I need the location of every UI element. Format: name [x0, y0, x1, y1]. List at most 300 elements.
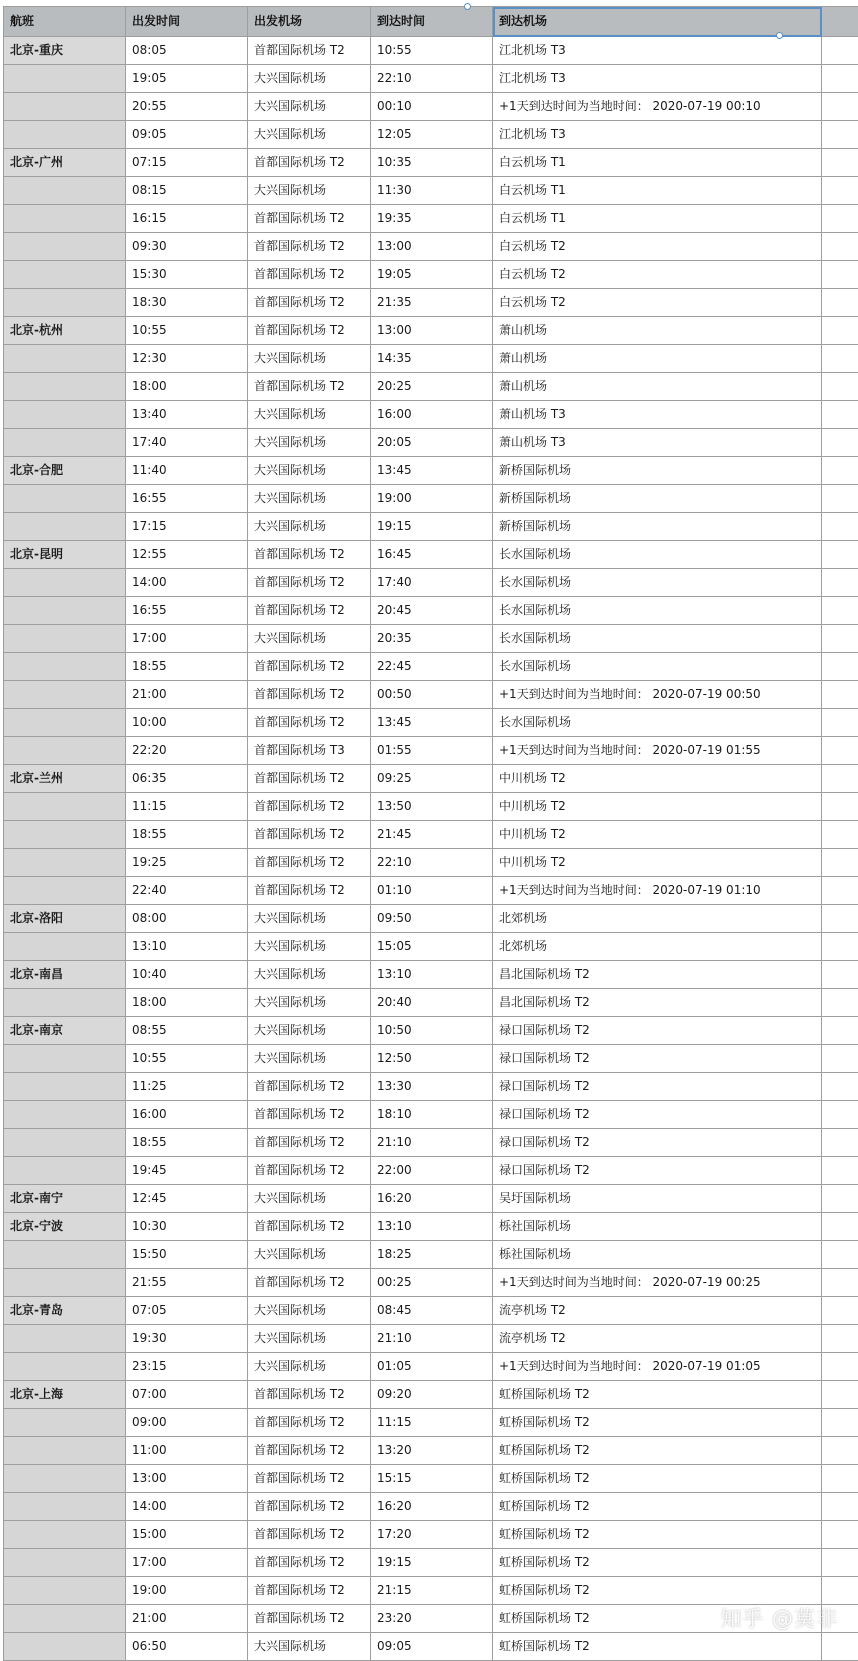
departure-time-cell[interactable]: 06:35 — [126, 765, 248, 793]
arrival-airport-cell[interactable]: 新桥国际机场 — [493, 457, 822, 485]
arrival-time-cell[interactable]: 19:05 — [371, 261, 493, 289]
departure-airport-cell[interactable]: 首都国际机场 T2 — [248, 1465, 371, 1493]
arrival-time-cell[interactable]: 15:15 — [371, 1465, 493, 1493]
route-cell[interactable] — [4, 1633, 126, 1661]
departure-airport-cell[interactable]: 首都国际机场 T2 — [248, 1073, 371, 1101]
arrival-time-cell[interactable]: 17:20 — [371, 1521, 493, 1549]
extra-cell[interactable] — [822, 233, 858, 261]
extra-cell[interactable] — [822, 541, 858, 569]
departure-time-cell[interactable]: 10:40 — [126, 961, 248, 989]
departure-airport-cell[interactable]: 首都国际机场 T2 — [248, 289, 371, 317]
arrival-time-cell[interactable]: 10:55 — [371, 37, 493, 65]
route-cell[interactable] — [4, 1493, 126, 1521]
arrival-airport-cell[interactable]: 北郊机场 — [493, 933, 822, 961]
extra-cell[interactable] — [822, 989, 858, 1017]
departure-airport-cell[interactable]: 大兴国际机场 — [248, 121, 371, 149]
extra-cell[interactable] — [822, 821, 858, 849]
departure-time-cell[interactable]: 08:05 — [126, 37, 248, 65]
extra-cell[interactable] — [822, 681, 858, 709]
departure-airport-cell[interactable]: 大兴国际机场 — [248, 1353, 371, 1381]
route-cell[interactable] — [4, 429, 126, 457]
extra-cell[interactable] — [822, 1185, 858, 1213]
arrival-time-cell[interactable]: 19:15 — [371, 513, 493, 541]
departure-time-cell[interactable]: 11:00 — [126, 1437, 248, 1465]
extra-cell[interactable] — [822, 1633, 858, 1661]
route-cell[interactable] — [4, 877, 126, 905]
arrival-time-cell[interactable]: 19:00 — [371, 485, 493, 513]
arrival-airport-cell[interactable]: +1天到达时间为当地时间： 2020-07-19 01:05 — [493, 1353, 822, 1381]
departure-time-cell[interactable]: 18:00 — [126, 373, 248, 401]
arrival-airport-cell[interactable]: 流亭机场 T2 — [493, 1297, 822, 1325]
extra-cell[interactable] — [822, 1577, 858, 1605]
route-cell[interactable] — [4, 1605, 126, 1633]
departure-airport-cell[interactable]: 大兴国际机场 — [248, 625, 371, 653]
extra-cell[interactable] — [822, 149, 858, 177]
extra-cell[interactable] — [822, 177, 858, 205]
arrival-time-cell[interactable]: 20:40 — [371, 989, 493, 1017]
departure-airport-cell[interactable]: 首都国际机场 T2 — [248, 681, 371, 709]
departure-airport-cell[interactable]: 大兴国际机场 — [248, 485, 371, 513]
header-cell-route[interactable]: 航班 — [4, 7, 126, 37]
departure-time-cell[interactable]: 16:00 — [126, 1101, 248, 1129]
arrival-airport-cell[interactable]: 禄口国际机场 T2 — [493, 1157, 822, 1185]
route-cell[interactable]: 北京-重庆 — [4, 37, 126, 65]
departure-time-cell[interactable]: 21:00 — [126, 1605, 248, 1633]
arrival-time-cell[interactable]: 08:45 — [371, 1297, 493, 1325]
departure-time-cell[interactable]: 10:55 — [126, 317, 248, 345]
extra-cell[interactable] — [822, 1101, 858, 1129]
arrival-time-cell[interactable]: 16:20 — [371, 1493, 493, 1521]
extra-cell[interactable] — [822, 1017, 858, 1045]
selection-handle-bottom-right[interactable] — [776, 32, 783, 39]
departure-time-cell[interactable]: 12:55 — [126, 541, 248, 569]
departure-airport-cell[interactable]: 首都国际机场 T2 — [248, 877, 371, 905]
arrival-time-cell[interactable]: 13:00 — [371, 233, 493, 261]
extra-cell[interactable] — [822, 65, 858, 93]
extra-cell[interactable] — [822, 1213, 858, 1241]
extra-cell[interactable] — [822, 1045, 858, 1073]
route-cell[interactable] — [4, 933, 126, 961]
route-cell[interactable]: 北京-合肥 — [4, 457, 126, 485]
departure-time-cell[interactable]: 07:00 — [126, 1381, 248, 1409]
departure-airport-cell[interactable]: 大兴国际机场 — [248, 1241, 371, 1269]
route-cell[interactable] — [4, 1045, 126, 1073]
departure-time-cell[interactable]: 18:55 — [126, 821, 248, 849]
departure-airport-cell[interactable]: 大兴国际机场 — [248, 429, 371, 457]
route-cell[interactable] — [4, 821, 126, 849]
departure-airport-cell[interactable]: 首都国际机场 T2 — [248, 1493, 371, 1521]
extra-cell[interactable] — [822, 317, 858, 345]
departure-time-cell[interactable]: 18:00 — [126, 989, 248, 1017]
departure-airport-cell[interactable]: 首都国际机场 T2 — [248, 1101, 371, 1129]
departure-airport-cell[interactable]: 大兴国际机场 — [248, 1325, 371, 1353]
arrival-time-cell[interactable]: 21:10 — [371, 1325, 493, 1353]
arrival-airport-cell[interactable]: 长水国际机场 — [493, 709, 822, 737]
extra-cell[interactable] — [822, 1549, 858, 1577]
arrival-time-cell[interactable]: 18:10 — [371, 1101, 493, 1129]
departure-airport-cell[interactable]: 首都国际机场 T2 — [248, 1577, 371, 1605]
departure-time-cell[interactable]: 19:25 — [126, 849, 248, 877]
departure-time-cell[interactable]: 12:45 — [126, 1185, 248, 1213]
extra-cell[interactable] — [822, 373, 858, 401]
arrival-airport-cell[interactable]: 江北机场 T3 — [493, 65, 822, 93]
arrival-time-cell[interactable]: 20:35 — [371, 625, 493, 653]
extra-cell[interactable] — [822, 1437, 858, 1465]
departure-airport-cell[interactable]: 首都国际机场 T2 — [248, 205, 371, 233]
departure-time-cell[interactable]: 10:00 — [126, 709, 248, 737]
extra-cell[interactable] — [822, 793, 858, 821]
route-cell[interactable] — [4, 1325, 126, 1353]
departure-time-cell[interactable]: 07:15 — [126, 149, 248, 177]
extra-cell[interactable] — [822, 1493, 858, 1521]
arrival-airport-cell[interactable]: 萧山机场 T3 — [493, 429, 822, 457]
departure-airport-cell[interactable]: 大兴国际机场 — [248, 989, 371, 1017]
departure-airport-cell[interactable]: 大兴国际机场 — [248, 905, 371, 933]
departure-time-cell[interactable]: 16:55 — [126, 597, 248, 625]
arrival-airport-cell[interactable]: +1天到达时间为当地时间： 2020-07-19 01:55 — [493, 737, 822, 765]
arrival-airport-cell[interactable]: 长水国际机场 — [493, 597, 822, 625]
departure-airport-cell[interactable]: 首都国际机场 T2 — [248, 821, 371, 849]
departure-airport-cell[interactable]: 首都国际机场 T2 — [248, 569, 371, 597]
route-cell[interactable] — [4, 513, 126, 541]
arrival-time-cell[interactable]: 12:50 — [371, 1045, 493, 1073]
arrival-time-cell[interactable]: 15:05 — [371, 933, 493, 961]
arrival-airport-cell[interactable]: 白云机场 T1 — [493, 149, 822, 177]
arrival-airport-cell[interactable]: +1天到达时间为当地时间： 2020-07-19 00:50 — [493, 681, 822, 709]
route-cell[interactable]: 北京-上海 — [4, 1381, 126, 1409]
arrival-time-cell[interactable]: 01:10 — [371, 877, 493, 905]
extra-cell[interactable] — [822, 653, 858, 681]
header-cell-extra[interactable] — [822, 7, 858, 37]
arrival-airport-cell[interactable]: 虹桥国际机场 T2 — [493, 1437, 822, 1465]
departure-airport-cell[interactable]: 首都国际机场 T2 — [248, 765, 371, 793]
arrival-airport-cell[interactable]: 虹桥国际机场 T2 — [493, 1549, 822, 1577]
departure-time-cell[interactable]: 22:40 — [126, 877, 248, 905]
route-cell[interactable] — [4, 1101, 126, 1129]
departure-airport-cell[interactable]: 首都国际机场 T2 — [248, 1381, 371, 1409]
route-cell[interactable] — [4, 373, 126, 401]
departure-airport-cell[interactable]: 大兴国际机场 — [248, 1633, 371, 1661]
extra-cell[interactable] — [822, 1381, 858, 1409]
arrival-time-cell[interactable]: 19:15 — [371, 1549, 493, 1577]
extra-cell[interactable] — [822, 457, 858, 485]
arrival-airport-cell[interactable]: 北郊机场 — [493, 905, 822, 933]
arrival-time-cell[interactable]: 09:20 — [371, 1381, 493, 1409]
route-cell[interactable] — [4, 1353, 126, 1381]
departure-airport-cell[interactable]: 首都国际机场 T2 — [248, 541, 371, 569]
departure-airport-cell[interactable]: 首都国际机场 T2 — [248, 317, 371, 345]
departure-time-cell[interactable]: 23:15 — [126, 1353, 248, 1381]
route-cell[interactable] — [4, 1549, 126, 1577]
extra-cell[interactable] — [822, 345, 858, 373]
extra-cell[interactable] — [822, 905, 858, 933]
departure-airport-cell[interactable]: 首都国际机场 T2 — [248, 1213, 371, 1241]
departure-airport-cell[interactable]: 首都国际机场 T2 — [248, 1549, 371, 1577]
arrival-airport-cell[interactable]: 中川机场 T2 — [493, 765, 822, 793]
arrival-airport-cell[interactable]: 江北机场 T3 — [493, 37, 822, 65]
departure-airport-cell[interactable]: 大兴国际机场 — [248, 1297, 371, 1325]
route-cell[interactable] — [4, 625, 126, 653]
route-cell[interactable]: 北京-兰州 — [4, 765, 126, 793]
route-cell[interactable] — [4, 1437, 126, 1465]
arrival-airport-cell[interactable]: 虹桥国际机场 T2 — [493, 1521, 822, 1549]
departure-time-cell[interactable]: 19:00 — [126, 1577, 248, 1605]
departure-airport-cell[interactable]: 首都国际机场 T2 — [248, 1521, 371, 1549]
departure-airport-cell[interactable]: 大兴国际机场 — [248, 933, 371, 961]
arrival-airport-cell[interactable]: 长水国际机场 — [493, 653, 822, 681]
route-cell[interactable] — [4, 1409, 126, 1437]
arrival-airport-cell[interactable]: 中川机场 T2 — [493, 793, 822, 821]
extra-cell[interactable] — [822, 1465, 858, 1493]
arrival-time-cell[interactable]: 21:35 — [371, 289, 493, 317]
departure-airport-cell[interactable]: 首都国际机场 T2 — [248, 1269, 371, 1297]
departure-time-cell[interactable]: 17:00 — [126, 625, 248, 653]
arrival-airport-cell[interactable]: 吴圩国际机场 — [493, 1185, 822, 1213]
departure-time-cell[interactable]: 13:40 — [126, 401, 248, 429]
departure-time-cell[interactable]: 09:05 — [126, 121, 248, 149]
arrival-time-cell[interactable]: 01:55 — [371, 737, 493, 765]
route-cell[interactable] — [4, 177, 126, 205]
arrival-time-cell[interactable]: 12:05 — [371, 121, 493, 149]
route-cell[interactable]: 北京-南宁 — [4, 1185, 126, 1213]
extra-cell[interactable] — [822, 93, 858, 121]
arrival-time-cell[interactable]: 21:10 — [371, 1129, 493, 1157]
route-cell[interactable]: 北京-南京 — [4, 1017, 126, 1045]
departure-airport-cell[interactable]: 大兴国际机场 — [248, 345, 371, 373]
extra-cell[interactable] — [822, 205, 858, 233]
departure-airport-cell[interactable]: 首都国际机场 T2 — [248, 793, 371, 821]
arrival-time-cell[interactable]: 16:20 — [371, 1185, 493, 1213]
arrival-airport-cell[interactable]: 白云机场 T1 — [493, 205, 822, 233]
arrival-airport-cell[interactable]: 栎社国际机场 — [493, 1241, 822, 1269]
route-cell[interactable] — [4, 1577, 126, 1605]
departure-airport-cell[interactable]: 首都国际机场 T2 — [248, 1409, 371, 1437]
extra-cell[interactable] — [822, 569, 858, 597]
arrival-time-cell[interactable]: 13:45 — [371, 457, 493, 485]
departure-time-cell[interactable]: 15:50 — [126, 1241, 248, 1269]
departure-time-cell[interactable]: 13:00 — [126, 1465, 248, 1493]
departure-time-cell[interactable]: 22:20 — [126, 737, 248, 765]
route-cell[interactable] — [4, 401, 126, 429]
departure-airport-cell[interactable]: 大兴国际机场 — [248, 513, 371, 541]
arrival-airport-cell[interactable]: 新桥国际机场 — [493, 513, 822, 541]
route-cell[interactable] — [4, 121, 126, 149]
arrival-airport-cell[interactable]: +1天到达时间为当地时间： 2020-07-19 00:25 — [493, 1269, 822, 1297]
arrival-airport-cell[interactable]: 虹桥国际机场 T2 — [493, 1605, 822, 1633]
route-cell[interactable] — [4, 1241, 126, 1269]
arrival-airport-cell[interactable]: 萧山机场 T3 — [493, 401, 822, 429]
extra-cell[interactable] — [822, 429, 858, 457]
arrival-airport-cell[interactable]: +1天到达时间为当地时间： 2020-07-19 00:10 — [493, 93, 822, 121]
departure-airport-cell[interactable]: 首都国际机场 T2 — [248, 709, 371, 737]
arrival-airport-cell[interactable]: 昌北国际机场 T2 — [493, 989, 822, 1017]
departure-airport-cell[interactable]: 大兴国际机场 — [248, 177, 371, 205]
arrival-time-cell[interactable]: 13:45 — [371, 709, 493, 737]
route-cell[interactable] — [4, 709, 126, 737]
departure-airport-cell[interactable]: 首都国际机场 T2 — [248, 849, 371, 877]
arrival-airport-cell[interactable]: 栎社国际机场 — [493, 1213, 822, 1241]
extra-cell[interactable] — [822, 513, 858, 541]
departure-time-cell[interactable]: 11:25 — [126, 1073, 248, 1101]
extra-cell[interactable] — [822, 1297, 858, 1325]
departure-airport-cell[interactable]: 首都国际机场 T2 — [248, 1129, 371, 1157]
arrival-time-cell[interactable]: 22:10 — [371, 849, 493, 877]
departure-airport-cell[interactable]: 首都国际机场 T2 — [248, 37, 371, 65]
arrival-time-cell[interactable]: 09:50 — [371, 905, 493, 933]
route-cell[interactable] — [4, 1157, 126, 1185]
departure-time-cell[interactable]: 10:55 — [126, 1045, 248, 1073]
departure-airport-cell[interactable]: 大兴国际机场 — [248, 961, 371, 989]
arrival-time-cell[interactable]: 21:15 — [371, 1577, 493, 1605]
departure-time-cell[interactable]: 14:00 — [126, 1493, 248, 1521]
arrival-airport-cell[interactable]: 中川机场 T2 — [493, 849, 822, 877]
arrival-airport-cell[interactable]: 萧山机场 — [493, 345, 822, 373]
route-cell[interactable] — [4, 345, 126, 373]
arrival-airport-cell[interactable]: 白云机场 T2 — [493, 289, 822, 317]
departure-airport-cell[interactable]: 大兴国际机场 — [248, 1185, 371, 1213]
arrival-time-cell[interactable]: 00:10 — [371, 93, 493, 121]
departure-time-cell[interactable]: 06:50 — [126, 1633, 248, 1661]
departure-time-cell[interactable]: 19:45 — [126, 1157, 248, 1185]
extra-cell[interactable] — [822, 1129, 858, 1157]
arrival-airport-cell[interactable]: 萧山机场 — [493, 317, 822, 345]
extra-cell[interactable] — [822, 1325, 858, 1353]
departure-time-cell[interactable]: 21:00 — [126, 681, 248, 709]
departure-airport-cell[interactable]: 大兴国际机场 — [248, 401, 371, 429]
extra-cell[interactable] — [822, 121, 858, 149]
arrival-time-cell[interactable]: 20:45 — [371, 597, 493, 625]
arrival-airport-cell[interactable]: 白云机场 T2 — [493, 233, 822, 261]
arrival-time-cell[interactable]: 13:00 — [371, 317, 493, 345]
arrival-airport-cell[interactable]: 虹桥国际机场 T2 — [493, 1409, 822, 1437]
route-cell[interactable] — [4, 1129, 126, 1157]
arrival-time-cell[interactable]: 21:45 — [371, 821, 493, 849]
arrival-airport-cell[interactable]: 虹桥国际机场 T2 — [493, 1493, 822, 1521]
route-cell[interactable] — [4, 1521, 126, 1549]
departure-time-cell[interactable]: 16:15 — [126, 205, 248, 233]
extra-cell[interactable] — [822, 625, 858, 653]
route-cell[interactable] — [4, 233, 126, 261]
departure-time-cell[interactable]: 08:55 — [126, 1017, 248, 1045]
departure-time-cell[interactable]: 13:10 — [126, 933, 248, 961]
arrival-time-cell[interactable]: 20:25 — [371, 373, 493, 401]
arrival-time-cell[interactable]: 16:45 — [371, 541, 493, 569]
arrival-airport-cell[interactable]: 禄口国际机场 T2 — [493, 1101, 822, 1129]
departure-airport-cell[interactable]: 大兴国际机场 — [248, 1017, 371, 1045]
route-cell[interactable] — [4, 93, 126, 121]
arrival-airport-cell[interactable]: 虹桥国际机场 T2 — [493, 1633, 822, 1661]
arrival-airport-cell[interactable]: 白云机场 T1 — [493, 177, 822, 205]
departure-time-cell[interactable]: 10:30 — [126, 1213, 248, 1241]
arrival-time-cell[interactable]: 22:00 — [371, 1157, 493, 1185]
departure-time-cell[interactable]: 15:00 — [126, 1521, 248, 1549]
route-cell[interactable]: 北京-洛阳 — [4, 905, 126, 933]
extra-cell[interactable] — [822, 289, 858, 317]
extra-cell[interactable] — [822, 709, 858, 737]
arrival-time-cell[interactable]: 10:50 — [371, 1017, 493, 1045]
departure-time-cell[interactable]: 12:30 — [126, 345, 248, 373]
departure-time-cell[interactable]: 17:15 — [126, 513, 248, 541]
arrival-airport-cell[interactable]: 禄口国际机场 T2 — [493, 1045, 822, 1073]
arrival-time-cell[interactable]: 19:35 — [371, 205, 493, 233]
extra-cell[interactable] — [822, 37, 858, 65]
route-cell[interactable] — [4, 681, 126, 709]
departure-time-cell[interactable]: 09:00 — [126, 1409, 248, 1437]
arrival-airport-cell[interactable]: 虹桥国际机场 T2 — [493, 1577, 822, 1605]
route-cell[interactable] — [4, 737, 126, 765]
extra-cell[interactable] — [822, 737, 858, 765]
departure-airport-cell[interactable]: 首都国际机场 T2 — [248, 1437, 371, 1465]
departure-time-cell[interactable]: 17:40 — [126, 429, 248, 457]
departure-time-cell[interactable]: 20:55 — [126, 93, 248, 121]
route-cell[interactable] — [4, 1073, 126, 1101]
arrival-airport-cell[interactable]: 虹桥国际机场 T2 — [493, 1465, 822, 1493]
departure-airport-cell[interactable]: 首都国际机场 T2 — [248, 597, 371, 625]
departure-airport-cell[interactable]: 首都国际机场 T2 — [248, 1605, 371, 1633]
extra-cell[interactable] — [822, 1157, 858, 1185]
route-cell[interactable] — [4, 849, 126, 877]
departure-time-cell[interactable]: 15:30 — [126, 261, 248, 289]
departure-airport-cell[interactable]: 首都国际机场 T3 — [248, 737, 371, 765]
departure-airport-cell[interactable]: 大兴国际机场 — [248, 1045, 371, 1073]
departure-time-cell[interactable]: 18:55 — [126, 1129, 248, 1157]
arrival-time-cell[interactable]: 23:20 — [371, 1605, 493, 1633]
arrival-time-cell[interactable]: 13:10 — [371, 1213, 493, 1241]
arrival-time-cell[interactable]: 18:25 — [371, 1241, 493, 1269]
arrival-time-cell[interactable]: 16:00 — [371, 401, 493, 429]
extra-cell[interactable] — [822, 261, 858, 289]
route-cell[interactable] — [4, 1269, 126, 1297]
route-cell[interactable] — [4, 205, 126, 233]
arrival-time-cell[interactable]: 20:05 — [371, 429, 493, 457]
extra-cell[interactable] — [822, 1409, 858, 1437]
header-cell-arrival-time[interactable]: 到达时间 — [371, 7, 493, 37]
departure-time-cell[interactable]: 19:05 — [126, 65, 248, 93]
departure-airport-cell[interactable]: 大兴国际机场 — [248, 93, 371, 121]
departure-airport-cell[interactable]: 首都国际机场 T2 — [248, 1157, 371, 1185]
departure-time-cell[interactable]: 19:30 — [126, 1325, 248, 1353]
arrival-airport-cell[interactable]: 禄口国际机场 T2 — [493, 1129, 822, 1157]
arrival-time-cell[interactable]: 14:35 — [371, 345, 493, 373]
header-cell-arrival-airport-selected[interactable]: 到达机场 — [493, 7, 822, 37]
arrival-time-cell[interactable]: 22:45 — [371, 653, 493, 681]
departure-time-cell[interactable]: 08:00 — [126, 905, 248, 933]
route-cell[interactable] — [4, 989, 126, 1017]
arrival-airport-cell[interactable]: 昌北国际机场 T2 — [493, 961, 822, 989]
header-cell-departure-airport[interactable]: 出发机场 — [248, 7, 371, 37]
arrival-airport-cell[interactable]: 长水国际机场 — [493, 541, 822, 569]
arrival-time-cell[interactable]: 00:25 — [371, 1269, 493, 1297]
arrival-airport-cell[interactable]: 禄口国际机场 T2 — [493, 1017, 822, 1045]
extra-cell[interactable] — [822, 401, 858, 429]
extra-cell[interactable] — [822, 1353, 858, 1381]
departure-time-cell[interactable]: 17:00 — [126, 1549, 248, 1577]
route-cell[interactable] — [4, 793, 126, 821]
arrival-time-cell[interactable]: 22:10 — [371, 65, 493, 93]
departure-time-cell[interactable]: 07:05 — [126, 1297, 248, 1325]
arrival-airport-cell[interactable]: 新桥国际机场 — [493, 485, 822, 513]
arrival-time-cell[interactable]: 13:20 — [371, 1437, 493, 1465]
route-cell[interactable] — [4, 289, 126, 317]
arrival-time-cell[interactable]: 13:30 — [371, 1073, 493, 1101]
extra-cell[interactable] — [822, 1521, 858, 1549]
arrival-airport-cell[interactable]: 虹桥国际机场 T2 — [493, 1381, 822, 1409]
arrival-airport-cell[interactable]: 江北机场 T3 — [493, 121, 822, 149]
departure-airport-cell[interactable]: 大兴国际机场 — [248, 65, 371, 93]
extra-cell[interactable] — [822, 485, 858, 513]
departure-airport-cell[interactable]: 首都国际机场 T2 — [248, 373, 371, 401]
arrival-airport-cell[interactable]: 流亭机场 T2 — [493, 1325, 822, 1353]
